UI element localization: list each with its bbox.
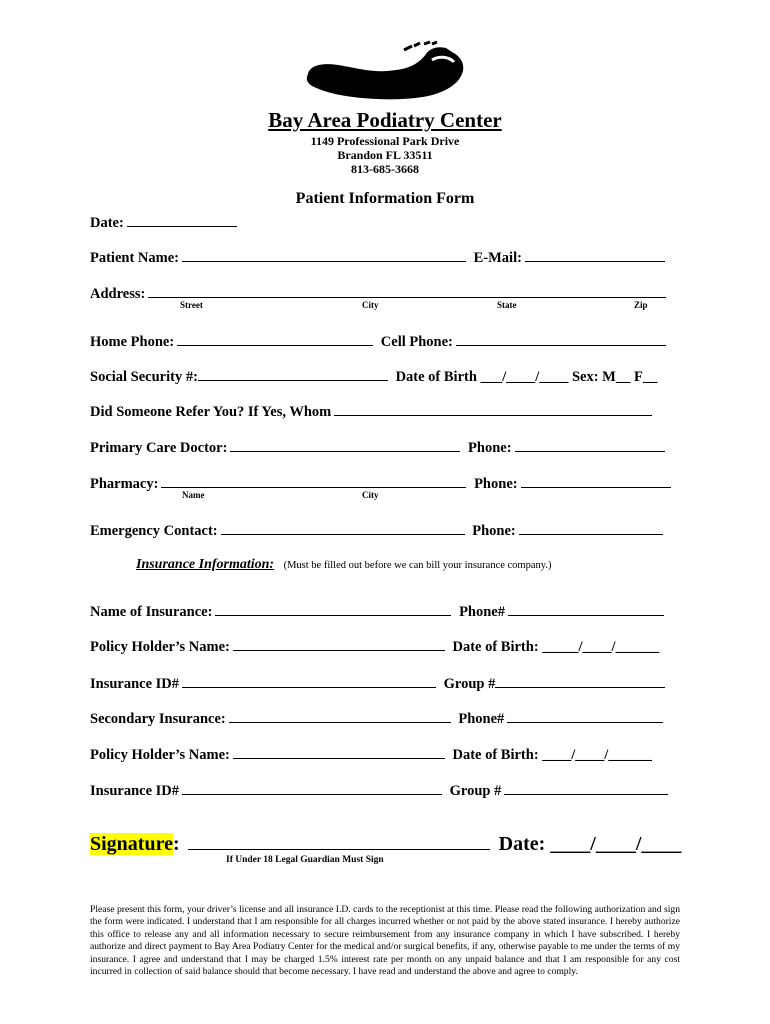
- secondary-phone-label: Phone#: [458, 711, 505, 727]
- cell-phone-label: Cell Phone:: [380, 334, 453, 350]
- emergency-label: Emergency Contact:: [90, 523, 218, 539]
- doctor-phone-field[interactable]: [515, 437, 665, 452]
- authorization-paragraph: Please present this form, your driver’s license and all insurance I.D. cards to the receptionist at this time. Please read the following authorization and sign the form were indicated. I understand that I am responsible for all charges incurred whether or not paid by the above stated insurance. I hereby authorize this office to release any and all information necessary to secure reimbursement from any insurance company in which I have subscribed. I hereby authorize and direct payment to Bay Area Podiatry Center for the medical and/or surgical benefits, if any, otherwise payable to me under the terms of my insurance. I agree and understand that I may be charged 1.5% interest rate per month on any unpaid balance and that I am responsible for any cost incurred in collection of said balance should that become necessary. I have read and understand the above and agree to comply.: [90, 904, 680, 978]
- referral-row: [90, 401, 680, 421]
- group-field-1[interactable]: [495, 673, 665, 688]
- group-label-1: Group #: [443, 676, 496, 692]
- insurance-id-row-1: [90, 673, 680, 693]
- policy-holder-label-1: Policy Holder’s Name:: [90, 639, 230, 655]
- doctor-row: [90, 437, 680, 457]
- email-label: E-Mail:: [473, 250, 522, 266]
- cell-phone-field[interactable]: [456, 331, 666, 346]
- signature-row: [90, 832, 681, 856]
- policy-holder-row-2: [90, 744, 680, 764]
- insurance-name-row: [90, 601, 680, 621]
- policy-holder-row-1: [90, 636, 680, 656]
- ssn-field[interactable]: [198, 366, 388, 381]
- dob-label: Date of Birth: [395, 369, 477, 385]
- email-field[interactable]: [525, 247, 665, 262]
- pharmacy-row: [90, 473, 680, 493]
- home-phone-label: Home Phone:: [90, 334, 175, 350]
- policy-holder-field-2[interactable]: [233, 744, 445, 759]
- date-label: Date:: [90, 215, 124, 231]
- signature-label: Signature: [90, 833, 173, 855]
- address-field[interactable]: [148, 283, 666, 298]
- address-label: Address:: [90, 286, 146, 302]
- patient-name-field[interactable]: [182, 247, 466, 262]
- insurance-id-field-2[interactable]: [182, 780, 442, 795]
- signature-colon: :: [172, 833, 180, 855]
- date-row: [90, 212, 680, 232]
- secondary-insurance-field[interactable]: [229, 708, 451, 723]
- signature-date-label: Date:: [498, 833, 546, 855]
- ssn-row: [90, 366, 680, 386]
- insurance-heading-row: [136, 557, 551, 573]
- address-zip-caption: Zip: [634, 300, 648, 310]
- address-city-caption: City: [362, 300, 379, 310]
- policy-holder-field-1[interactable]: [233, 636, 445, 651]
- guardian-note: If Under 18 Legal Guardian Must Sign: [226, 855, 384, 865]
- group-field-2[interactable]: [504, 780, 668, 795]
- address-street-caption: Street: [180, 300, 203, 310]
- emergency-field[interactable]: [221, 520, 465, 535]
- phones-row: [90, 331, 680, 351]
- secondary-insurance-label: Secondary Insurance:: [90, 711, 226, 727]
- date-field[interactable]: [127, 212, 237, 227]
- insurance-note: (Must be filled out before we can bill your insurance company.): [283, 560, 552, 571]
- referral-label: Did Someone Refer You? If Yes, Whom: [90, 404, 332, 420]
- policy-dob-label-1: Date of Birth:: [452, 639, 539, 655]
- address-state-caption: State: [497, 300, 517, 310]
- practice-phone: 813-685-3668: [351, 162, 419, 176]
- pharmacy-phone-field[interactable]: [521, 473, 671, 488]
- policy-dob-field-2[interactable]: ____/____/______: [542, 747, 652, 763]
- sex-field[interactable]: Sex: M__ F__: [571, 369, 658, 385]
- doctor-field[interactable]: [230, 437, 460, 452]
- signature-date-field[interactable]: ____/____/____: [550, 833, 682, 855]
- foot-logo-icon: [300, 40, 470, 110]
- pharmacy-name-caption: Name: [182, 490, 205, 500]
- home-phone-field[interactable]: [177, 331, 373, 346]
- policy-dob-field-1[interactable]: _____/____/______: [542, 639, 660, 655]
- emergency-phone-field[interactable]: [519, 520, 663, 535]
- practice-address: 1149 Professional Park Drive: [310, 134, 460, 148]
- insurance-name-field[interactable]: [215, 601, 451, 616]
- insurance-id-row-2: [90, 780, 680, 800]
- practice-name: Bay Area Podiatry Center: [268, 108, 502, 132]
- doctor-label: Primary Care Doctor:: [90, 440, 228, 456]
- policy-holder-label-2: Policy Holder’s Name:: [90, 747, 230, 763]
- dob-field[interactable]: ___/____/____: [480, 369, 569, 385]
- signature-field[interactable]: [188, 832, 490, 850]
- group-label-2: Group #: [449, 783, 502, 799]
- pharmacy-phone-label: Phone:: [474, 476, 518, 492]
- insurance-id-field-1[interactable]: [182, 673, 436, 688]
- secondary-insurance-row: [90, 708, 680, 728]
- referral-field[interactable]: [334, 401, 652, 416]
- patient-name-row: [90, 247, 680, 267]
- insurance-phone-label: Phone#: [459, 604, 505, 620]
- pharmacy-city-caption: City: [362, 490, 379, 500]
- ssn-label: Social Security #:: [90, 369, 198, 385]
- insurance-name-label: Name of Insurance:: [90, 604, 213, 620]
- insurance-id-label-2: Insurance ID#: [90, 783, 180, 799]
- emergency-phone-label: Phone:: [472, 523, 516, 539]
- insurance-phone-field[interactable]: [508, 601, 664, 616]
- practice-city: Brandon FL 33511: [337, 148, 433, 162]
- insurance-id-label-1: Insurance ID#: [90, 676, 180, 692]
- secondary-phone-field[interactable]: [507, 708, 663, 723]
- emergency-row: [90, 520, 680, 540]
- policy-dob-label-2: Date of Birth:: [452, 747, 539, 763]
- pharmacy-field[interactable]: [161, 473, 466, 488]
- form-title: Patient Information Form: [295, 190, 475, 207]
- insurance-heading: Insurance Information:: [136, 557, 275, 572]
- doctor-phone-label: Phone:: [468, 440, 512, 456]
- pharmacy-label: Pharmacy:: [90, 476, 159, 492]
- patient-name-label: Patient Name:: [90, 250, 179, 266]
- address-row: [90, 283, 680, 303]
